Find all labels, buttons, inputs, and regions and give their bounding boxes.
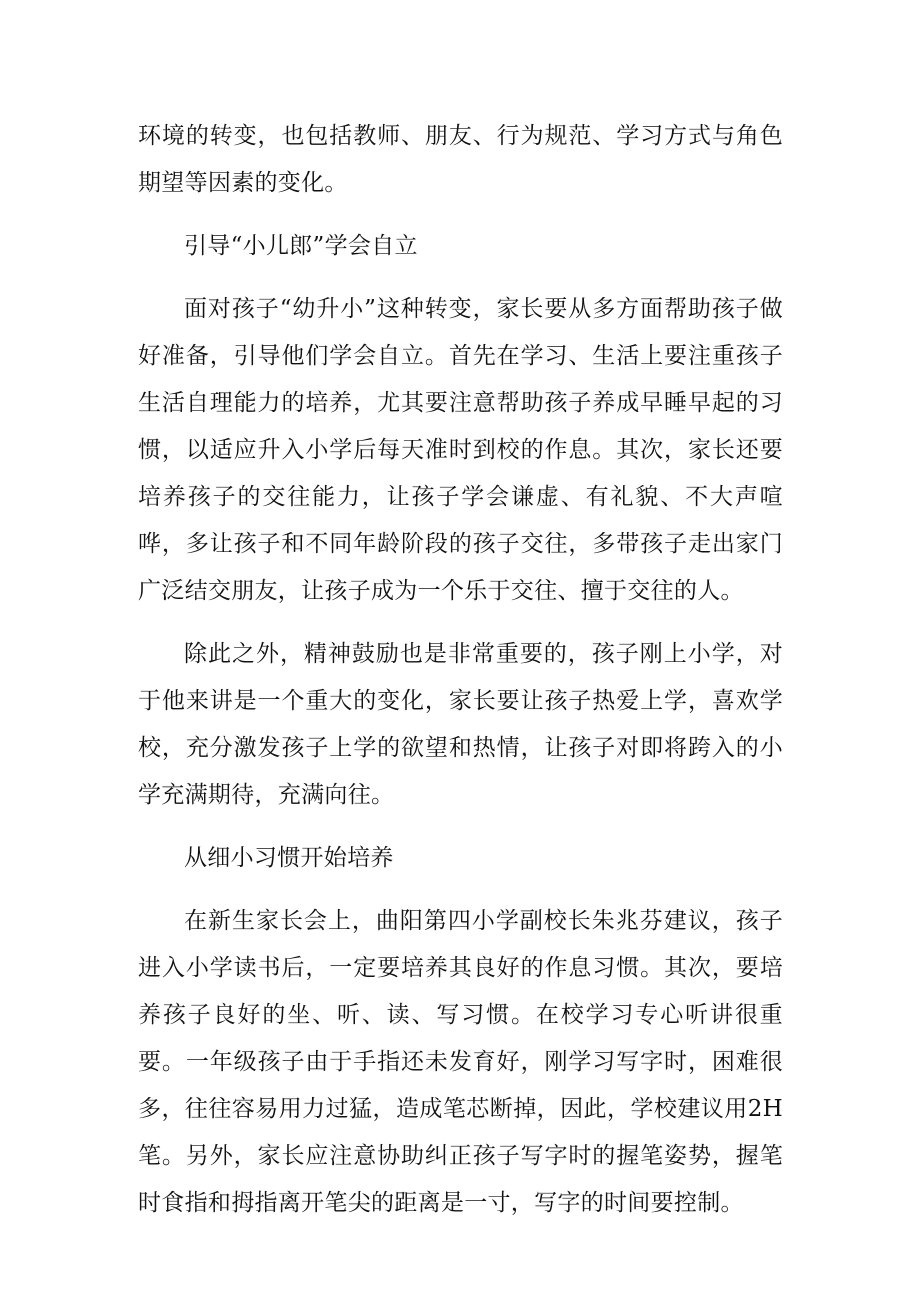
paragraph-self-reliance: 面对孩子“幼升小”这种转变，家长要从多方面帮助孩子做好准备，引导他们学会自立。首先在学习、生活上要注重孩子生活自理能力的培养，尤其要注意帮助孩子养成早睡早起的习惯，以适应升入小学后每天准时到校的作息。其次，家长还要培养孩子的交往能力，让孩子学会谦虚、有礼貌、不大声喧哗，多让孩子和不同年龄阶段的孩子交往，多带孩子走出家门广泛结交朋友，让孩子成为一个乐于交往、擅于交往的人。: [138, 296, 783, 604]
section-heading-small-habits: 从细小习惯开始培养: [184, 845, 394, 871]
paragraph-small-habits: 在新生家长会上，曲阳第四小学副校长朱兆芬建议，孩子进入小学读书后，一定要培养其良好的作息习惯。其次，要培养孩子良好的坐、听、读、写习惯。在校学习专心听讲很重要。一年级孩子由于手指还未发育好，刚学习写字时，困难很多，往往容易用力过猛，造成笔芯断掉，因此，学校建议用2H笔。另外，家长应注意协助纠正孩子写字时的握笔姿势，握笔时食指和拇指离开笔尖的距离是一寸，写字的时间要控制。: [138, 908, 783, 1216]
paragraph-encouragement: 除此之外，精神鼓励也是非常重要的，孩子刚上小学，对于他来讲是一个重大的变化，家长要让孩子热爱上学，喜欢学校，充分激发孩子上学的欲望和热情，让孩子对即将跨入的小学充满期待，充满向往。: [138, 641, 783, 808]
document-body: [138, 113, 783, 1243]
section-heading-self-reliance: 引导“小儿郎”学会自立: [184, 233, 418, 259]
paragraph-intro-continuation: 环境的转变，也包括教师、朋友、行为规范、学习方式与角色期望等因素的变化。: [138, 123, 783, 196]
